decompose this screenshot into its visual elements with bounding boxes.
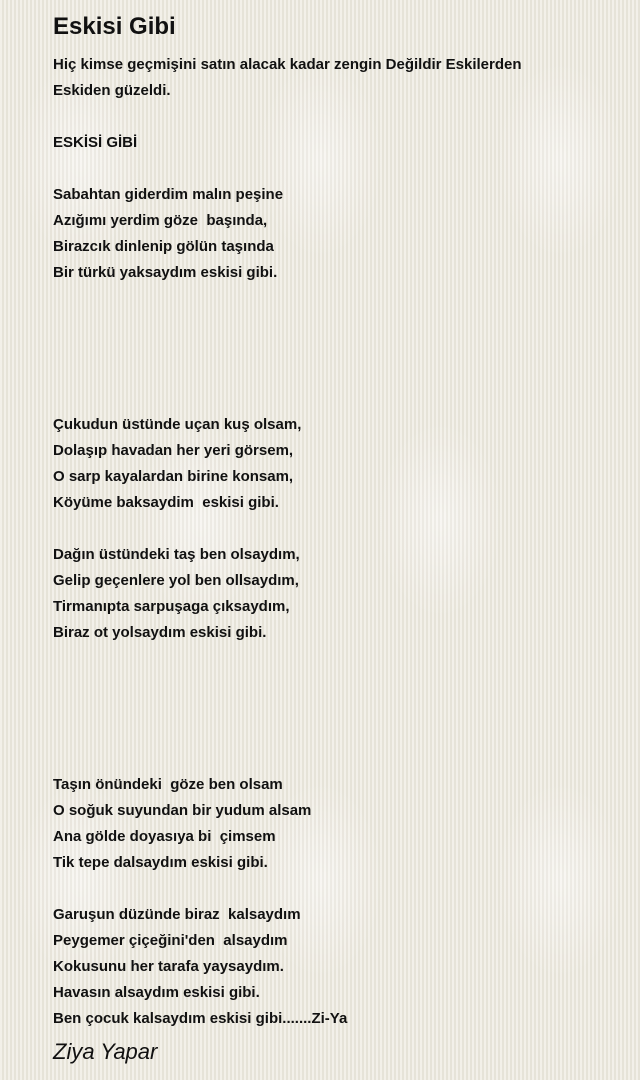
poem-line: Tik tepe dalsaydım eskisi gibi. bbox=[53, 854, 268, 871]
poem-line: Biraz ot yolsaydım eskisi gibi. bbox=[53, 624, 267, 641]
stanza-1 bbox=[53, 182, 613, 286]
poem-line: Birazcık dinlenip gölün taşında bbox=[53, 238, 274, 255]
poem-line: Sabahtan giderdim malın peşine bbox=[53, 186, 284, 203]
poem-line: Ana gölde doyasıya bi çimsem bbox=[53, 828, 276, 845]
poem-line: Çukudun üstünde uçan kuş olsam, bbox=[53, 416, 302, 433]
poem-heading: Eskisi Gibi bbox=[53, 13, 176, 40]
poem-intro bbox=[53, 52, 613, 104]
poem-line: Ben çocuk kalsaydım eskisi gibi.......Zi-Ya bbox=[53, 1010, 348, 1027]
poem-line: Peygemer çiçeğini'den alsaydım bbox=[53, 932, 288, 949]
poem-line: Havasın alsaydım eskisi gibi. bbox=[53, 984, 260, 1001]
intro-line: Hiç kimse geçmişini satın alacak kadar zengin Değildir Eskilerden bbox=[53, 56, 522, 73]
stanza-5 bbox=[53, 902, 613, 1032]
poem-line: Köyüme baksaydim eskisi gibi. bbox=[53, 494, 279, 511]
poem-line: Garuşun düzünde biraz kalsaydım bbox=[53, 906, 301, 923]
intro-line: Eskiden güzeldi. bbox=[53, 82, 171, 99]
poem-line: O soğuk suyundan bir yudum alsam bbox=[53, 802, 312, 819]
poem-line: Dolaşıp havadan her yeri görsem, bbox=[53, 442, 294, 459]
stanza-3 bbox=[53, 542, 613, 646]
author-signature: Ziya Yapar bbox=[53, 1039, 158, 1064]
stanza-4 bbox=[53, 772, 613, 876]
poem-line: Azığımı yerdim göze başında, bbox=[53, 212, 268, 229]
poem-line: O sarp kayalardan birine konsam, bbox=[53, 468, 294, 485]
poem-line: Tirmanıpta sarpuşaga çıksaydım, bbox=[53, 598, 290, 615]
poem-line: Dağın üstündeki taş ben olsaydım, bbox=[53, 546, 300, 563]
poem-title: ESKİSİ GİBİ bbox=[53, 134, 138, 151]
poem-line: Taşın önündeki göze ben olsam bbox=[53, 776, 283, 793]
poem-line: Bir türkü yaksaydım eskisi gibi. bbox=[53, 264, 278, 281]
stanza-2 bbox=[53, 412, 613, 516]
poem-line: Kokusunu her tarafa yaysaydım. bbox=[53, 958, 284, 975]
poem-line: Gelip geçenlere yol ben ollsaydım, bbox=[53, 572, 299, 589]
